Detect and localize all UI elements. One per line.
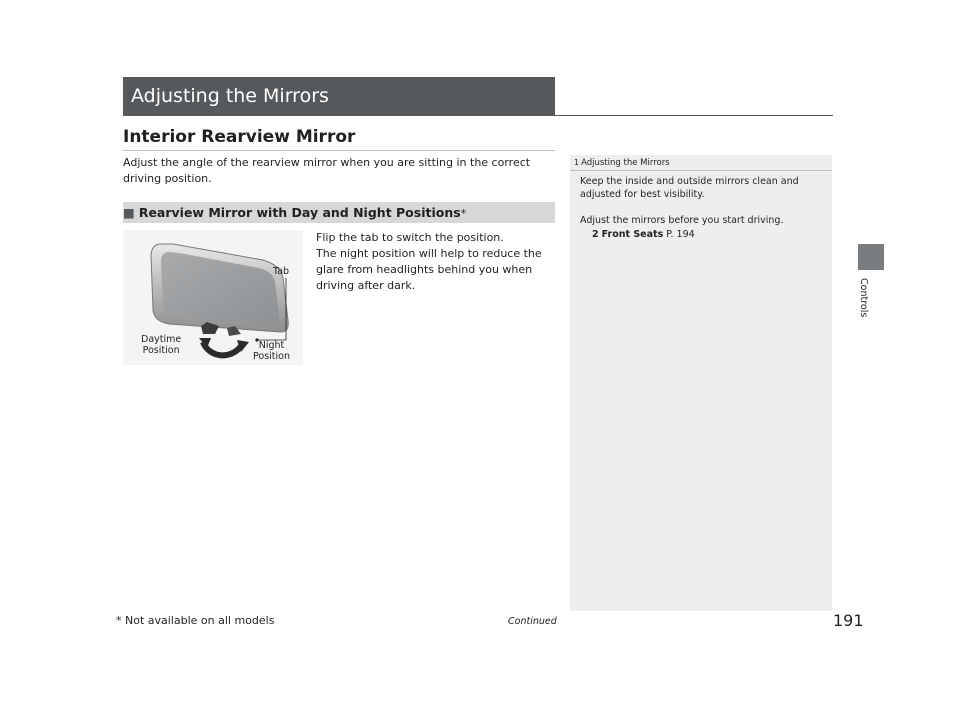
page-section-header [123, 77, 555, 115]
daytime-position-label: Daytime Position [141, 334, 182, 356]
instruction-step-1: Flip the tab to switch the position. [316, 231, 504, 244]
continued-label: Continued [508, 616, 557, 627]
subsection-header [123, 202, 555, 223]
cross-reference-title: Front Seats [601, 229, 664, 240]
note-paragraph-1: Keep the inside and outside mirrors clean and adjusted for best visibility. [580, 176, 799, 200]
night-position-label: Night Position [253, 340, 290, 362]
subsection-marker-icon: ■ [123, 205, 135, 220]
note-divider [570, 170, 832, 171]
page-number: 191 [833, 611, 864, 630]
section-divider [123, 150, 555, 151]
chapter-tab-label: Controls [858, 278, 869, 318]
cross-reference-arrow-icon: 2 [592, 229, 599, 240]
footnote: * Not available on all models [116, 614, 275, 627]
subsection-title: Rearview Mirror with Day and Night Positions [138, 205, 461, 220]
footnote-asterisk: * [460, 207, 467, 220]
intro-paragraph: Adjust the angle of the rearview mirror when you are sitting in the correct driving position. [123, 156, 531, 185]
instruction-step-2: The night position will help to reduce the glare from headlights behind you when driving after dark. [316, 247, 542, 292]
instruction-text [316, 230, 556, 294]
header-divider [123, 115, 833, 116]
note-heading [574, 158, 670, 168]
section-header-title: Adjusting the Mirrors [131, 85, 329, 107]
section-title: Interior Rearview Mirror [123, 127, 356, 147]
note-reference-icon: 1 [574, 158, 580, 167]
mirror-illustration [123, 230, 303, 365]
note-heading-text: Adjusting the Mirrors [581, 158, 670, 168]
cross-reference-link[interactable] [592, 228, 695, 241]
tab-label: Tab [273, 266, 290, 277]
note-paragraph-2: Adjust the mirrors before you start driving. [580, 215, 784, 226]
chapter-tab-marker [858, 244, 884, 270]
cross-reference-page: P. 194 [666, 229, 695, 240]
